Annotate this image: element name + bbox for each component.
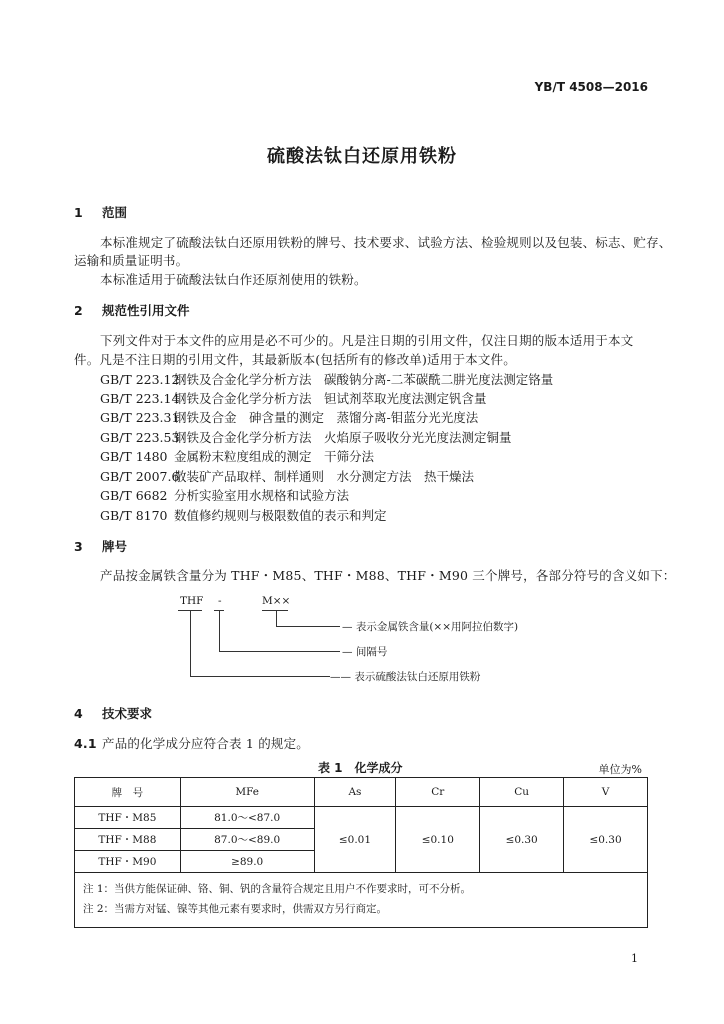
cell-grade: THF・M85	[75, 807, 181, 829]
diagram-code-separator: -	[218, 595, 222, 607]
section-4-heading	[74, 704, 152, 722]
reference-name: 散装矿产品取样、制样通则 水分测定方法 热干燥法	[174, 469, 475, 484]
reference-code: GB/T 6682	[100, 488, 168, 503]
cell-grade: THF・M90	[75, 851, 181, 873]
section-number: 2	[74, 303, 83, 318]
table-caption: 表 1 化学成分	[318, 761, 403, 775]
diagram-underline-suffix	[262, 610, 288, 611]
reference-item	[100, 447, 374, 465]
section-title: 范围	[102, 205, 128, 220]
diagram-leader-vertical	[219, 611, 220, 651]
header-as: As	[314, 778, 396, 807]
header-grade: 牌 号	[75, 778, 181, 807]
cell-v: ≤0.30	[564, 807, 648, 873]
reference-code: GB/T 1480	[100, 449, 168, 464]
section-title: 牌号	[102, 539, 128, 554]
diagram-label-metal-iron: — 表示金属铁含量(××用阿拉伯数字)	[342, 621, 519, 633]
reference-item	[100, 428, 512, 446]
reference-name: 金属粉末粒度组成的测定 干筛分法	[174, 449, 375, 464]
header-v: V	[564, 778, 648, 807]
table-note: 注 1：当供方能保证砷、铬、铜、钒的含量符合规定且用户不作要求时，可不分析。	[83, 883, 472, 895]
scope-para2: 本标准适用于硫酸法钛白作还原剂使用的铁粉。	[100, 272, 367, 287]
scope-para1-line2: 运输和质量证明书。	[74, 253, 189, 268]
table-unit: 单位为%	[598, 763, 642, 776]
refs-intro-line1: 下列文件对于本文件的应用是必不可少的。凡是注日期的引用文件，仅注日期的版本适用于本文	[100, 333, 634, 348]
subclause-number: 4.1	[74, 736, 97, 751]
diagram-leader-vertical	[276, 611, 277, 626]
diagram-label-separator: — 间隔号	[342, 646, 388, 658]
cell-mfe: ≥89.0	[180, 851, 314, 873]
diagram-code-suffix: M××	[262, 595, 291, 607]
diagram-leader-horizontal	[276, 626, 340, 627]
section-2-heading	[74, 301, 190, 319]
table-note: 注 2：当需方对锰、镍等其他元素有要求时，供需双方另行商定。	[83, 903, 388, 915]
cell-grade: THF・M88	[75, 829, 181, 851]
cell-cu: ≤0.30	[480, 807, 564, 873]
refs-intro-line2: 件。凡是不注日期的引用文件，其最新版本(包括所有的修改单)适用于本文件。	[74, 352, 516, 367]
reference-item	[100, 467, 474, 485]
document-title: 硫酸法钛白还原用铁粉	[267, 146, 457, 167]
section-1-heading	[74, 203, 127, 221]
cell-mfe: 81.0～<87.0	[180, 807, 314, 829]
reference-item	[100, 370, 553, 388]
chemical-composition-table	[74, 777, 648, 928]
section-number: 1	[74, 205, 83, 220]
section-3-heading	[74, 537, 127, 555]
header-cu: Cu	[480, 778, 564, 807]
diagram-leader-horizontal	[190, 676, 330, 677]
table-header-row	[75, 778, 648, 807]
table-notes	[75, 873, 648, 928]
page-number: 1	[631, 952, 638, 965]
diagram-leader-vertical	[190, 611, 191, 676]
reference-name: 钢铁及合金化学分析方法 火焰原子吸收分光光度法测定铜量	[174, 430, 512, 445]
diagram-leader-horizontal	[219, 651, 340, 652]
subclause-4-1	[74, 734, 309, 752]
diagram-code-prefix: THF	[180, 595, 204, 607]
reference-item	[100, 389, 487, 407]
header-cr: Cr	[396, 778, 480, 807]
section-title: 技术要求	[102, 706, 153, 721]
table-notes-row	[75, 873, 648, 928]
section-number: 4	[74, 706, 83, 721]
reference-code: GB/T 223.12	[100, 372, 180, 387]
scope-para1-line1: 本标准规定了硫酸法钛白还原用铁粉的牌号、技术要求、试验方法、检验规则以及包装、标志、贮存、	[100, 235, 672, 250]
diagram-label-product: —— 表示硫酸法钛白还原用铁粉	[330, 671, 481, 683]
reference-code: GB/T 8170	[100, 508, 168, 523]
section-title: 规范性引用文件	[102, 303, 190, 318]
reference-name: 钢铁及合金化学分析方法 钽试剂萃取光度法测定钒含量	[174, 391, 487, 406]
reference-item	[100, 506, 387, 524]
reference-code: GB/T 2007.6	[100, 469, 180, 484]
cell-cr: ≤0.10	[396, 807, 480, 873]
reference-code: GB/T 223.14	[100, 391, 180, 406]
cell-as: ≤0.01	[314, 807, 396, 873]
section-number: 3	[74, 539, 83, 554]
reference-item	[100, 408, 478, 426]
reference-name: 钢铁及合金 砷含量的测定 蒸馏分离-钼蓝分光光度法	[174, 410, 479, 425]
reference-name: 钢铁及合金化学分析方法 碳酸钠分离-二苯碳酰二肼光度法测定铬量	[174, 372, 554, 387]
reference-code: GB/T 223.53	[100, 430, 180, 445]
reference-item	[100, 486, 349, 504]
table-row	[75, 807, 648, 829]
cell-mfe: 87.0～<89.0	[180, 829, 314, 851]
reference-name: 数值修约规则与极限数值的表示和判定	[174, 508, 387, 523]
reference-name: 分析实验室用水规格和试验方法	[174, 488, 350, 503]
header-mfe: MFe	[180, 778, 314, 807]
grades-para: 产品按金属铁含量分为 THF・M85、THF・M88、THF・M90 三个牌号，各部分符号的含义如下：	[100, 568, 676, 583]
standard-number: YB/T 4508—2016	[534, 80, 648, 94]
subclause-text: 产品的化学成分应符合表 1 的规定。	[102, 736, 310, 751]
reference-code: GB/T 223.31	[100, 410, 180, 425]
